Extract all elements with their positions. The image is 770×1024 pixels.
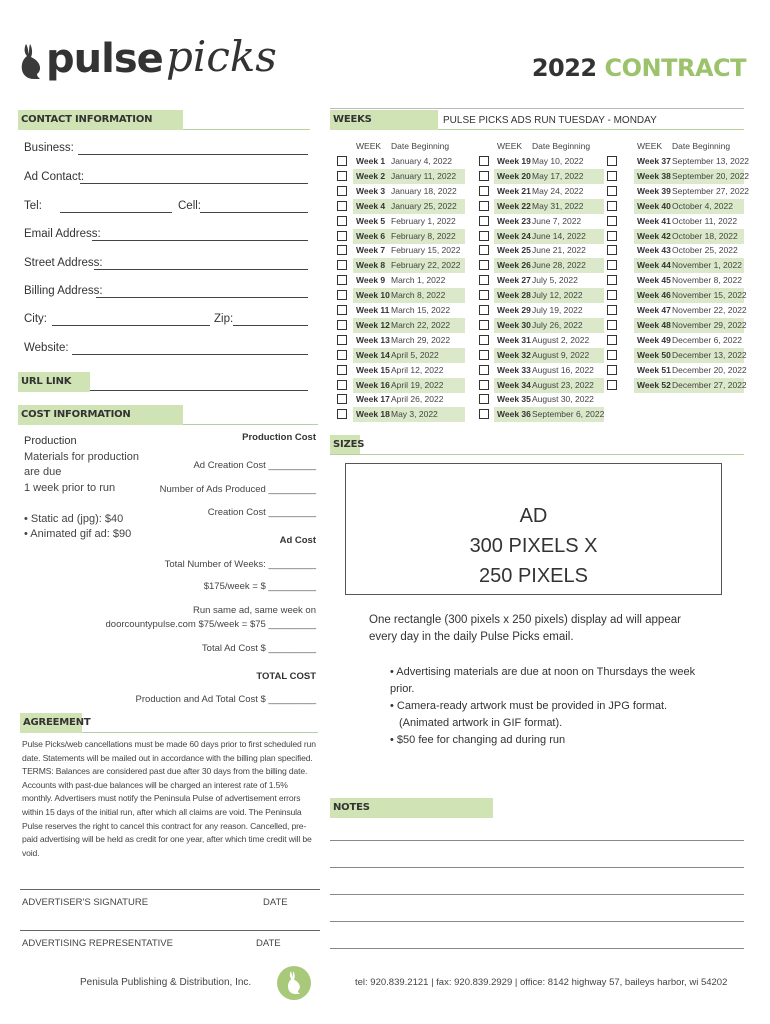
week-date: April 5, 2022: [391, 349, 439, 360]
week-number: Week 10: [356, 290, 390, 301]
advertiser-signature-field[interactable]: [20, 889, 320, 890]
week-checkbox[interactable]: [607, 335, 617, 345]
week-number: Week 30: [497, 319, 531, 330]
week-row: [0, 363, 770, 378]
week-number: Week 33: [497, 364, 531, 375]
week-number: Week 21: [497, 185, 531, 196]
week-number: Week 31: [497, 334, 531, 345]
col2-date-header: Date Beginning: [532, 141, 591, 151]
week-date: March 22, 2022: [391, 319, 451, 330]
col3-date-header: Date Beginning: [672, 141, 731, 151]
week-date: May 17, 2022: [532, 170, 584, 181]
run-same-field[interactable]: doorcountypulse.com $75/week = $75 _________: [105, 619, 316, 630]
billing-label: Billing Address:: [24, 285, 103, 297]
week-checkbox[interactable]: [607, 171, 617, 181]
week-number: Week 43: [637, 245, 671, 256]
week-row: [0, 243, 770, 258]
production-cost-heading: Production Cost: [242, 432, 316, 443]
week-number: Week 7: [356, 245, 386, 256]
email-label: Email Address:: [24, 228, 101, 240]
url-link-header: URL LINK: [18, 372, 90, 392]
website-label: Website:: [24, 342, 69, 354]
week-row: [0, 169, 770, 184]
advertiser-date-label: DATE: [263, 897, 288, 908]
week-row: [0, 288, 770, 303]
week-number: Week 13: [356, 334, 390, 345]
week-date: April 26, 2022: [391, 394, 444, 405]
rabbit-icon: [18, 42, 44, 82]
week-number: Week 18: [356, 409, 390, 420]
header-divider: [330, 108, 744, 109]
production-label: Production: [24, 435, 77, 447]
materials-line3: 1 week prior to run: [24, 482, 116, 494]
ad-cost-heading: Ad Cost: [279, 535, 316, 546]
street-label: Street Address:: [24, 257, 103, 269]
runs-note: PULSE PICKS ADS RUN TUESDAY - MONDAY: [443, 115, 657, 126]
bullet-materials-due: • Advertising materials are due at noon on Thursdays the week prior.: [390, 666, 696, 695]
weeks-section-header: WEEKS: [330, 110, 438, 130]
week-date: January 25, 2022: [391, 200, 457, 211]
week-date: August 23, 2022: [532, 379, 594, 390]
agreement-section-header: AGREEMENT: [20, 713, 82, 733]
ad-contact-label: Ad Contact:: [24, 171, 85, 183]
week-date: August 30, 2022: [532, 394, 594, 405]
week-number: Week 8: [356, 260, 386, 271]
footer-company: Penisula Publishing & Distribution, Inc.: [80, 977, 252, 988]
footer-contact: tel: 920.839.2121 | fax: 920.839.2929 | office: 8142 highway 57, baileys harbor, wi 54202: [355, 977, 728, 988]
week-number: Week 29: [497, 305, 531, 315]
week-number: Week 48: [637, 319, 671, 330]
week-date: February 8, 2022: [391, 230, 456, 241]
week-checkbox[interactable]: [607, 245, 617, 255]
week-checkbox[interactable]: [479, 394, 489, 404]
number-ads-field[interactable]: Number of Ads Produced _________: [159, 484, 316, 495]
week-number: Week 26: [497, 260, 531, 271]
week-date: May 3, 2022: [391, 409, 438, 420]
week-number: Week 46: [637, 290, 671, 301]
week-date: March 1, 2022: [391, 275, 446, 286]
week-number: Week 49: [637, 334, 671, 345]
materials-line2: are due: [24, 466, 62, 478]
week-row: [0, 154, 770, 169]
week-number: Week 41: [637, 215, 671, 226]
col2-week-header: WEEK: [497, 141, 523, 151]
week-number: Week 3: [356, 185, 386, 196]
week-number: Week 5: [356, 215, 386, 226]
week-number: Week 6: [356, 230, 386, 241]
week-number: Week 24: [497, 230, 531, 241]
week-date: December 6, 2022: [672, 334, 742, 345]
brand-name-bold: pulse: [46, 36, 163, 82]
week-date: May 31, 2022: [532, 200, 584, 211]
week-number: Week 20: [497, 170, 531, 181]
week-checkbox[interactable]: [607, 186, 617, 196]
week-date: April 19, 2022: [391, 379, 444, 390]
week-number: Week 4: [356, 200, 386, 211]
footer-logo-circle: [277, 966, 311, 1000]
contact-header-line: [183, 129, 310, 130]
week-date: July 12, 2022: [532, 290, 583, 301]
week-number: Week 37: [637, 156, 671, 166]
week-date: September 20, 2022: [672, 170, 750, 181]
bullet-change-fee: • $50 fee for changing ad during run: [390, 734, 566, 746]
week-number: Week 15: [356, 364, 390, 375]
week-date: March 15, 2022: [391, 305, 451, 315]
week-number: Week 16: [356, 379, 390, 390]
week-number: Week 39: [637, 185, 671, 196]
week-row: [0, 214, 770, 229]
week-number: Week 45: [637, 275, 671, 286]
week-number: Week 42: [637, 230, 671, 241]
notes-section-header: NOTES: [330, 798, 493, 818]
weeks-header-line: [438, 129, 744, 130]
cost-section-header: COST INFORMATION: [18, 405, 183, 425]
week-date: October 11, 2022: [672, 215, 738, 226]
week-number: Week 22: [497, 200, 531, 211]
cost-header-line: [183, 424, 318, 425]
week-date: March 29, 2022: [391, 334, 451, 345]
week-date: January 18, 2022: [391, 185, 457, 196]
run-same-line1: Run same ad, same week on: [192, 605, 316, 616]
total-cost-heading: TOTAL COST: [256, 671, 316, 682]
ad-box-line2: 300 PIXELS X: [469, 535, 598, 557]
col1-date-header: Date Beginning: [391, 141, 450, 151]
contract-word: CONTRACT: [604, 54, 746, 82]
contact-section-header: CONTACT INFORMATION: [18, 110, 183, 130]
week-row: [0, 229, 770, 244]
week-number: Week 27: [497, 275, 531, 286]
week-row: [0, 184, 770, 199]
contract-title: [532, 54, 746, 82]
week-checkbox[interactable]: [607, 365, 617, 375]
week-number: Week 9: [356, 275, 386, 286]
week-number: Week 50: [637, 349, 671, 360]
week-date: December 13, 2022: [672, 349, 747, 360]
week-number: Week 14: [356, 349, 390, 360]
week-checkbox[interactable]: [607, 156, 617, 166]
week-date: October 4, 2022: [672, 200, 733, 211]
week-date: August 9, 2022: [532, 349, 590, 360]
notes-line-1[interactable]: [330, 840, 744, 841]
week-date: June 14, 2022: [532, 230, 586, 241]
week-number: Week 32: [497, 349, 531, 360]
week-number: Week 23: [497, 215, 531, 226]
week-date: November 8, 2022: [672, 275, 742, 286]
representative-label: ADVERTISING REPRESENTATIVE: [22, 938, 173, 949]
week-checkbox[interactable]: [607, 201, 617, 211]
week-checkbox[interactable]: [607, 260, 617, 270]
week-checkbox[interactable]: [607, 305, 617, 315]
week-number: Week 38: [637, 170, 671, 181]
week-date: August 2, 2022: [532, 334, 590, 345]
week-number: Week 25: [497, 245, 531, 256]
week-number: Week 12: [356, 319, 390, 330]
week-checkbox[interactable]: [607, 380, 617, 390]
cell-label: Cell:: [178, 200, 202, 212]
week-number: Week 52: [637, 379, 671, 390]
size-description: One rectangle (300 pixels x 250 pixels) display ad will appear every day in the daily Pulse Picks email.: [369, 614, 681, 643]
week-number: Week 36: [497, 409, 531, 420]
week-date: November 29, 2022: [672, 319, 747, 330]
week-row: [0, 348, 770, 363]
ad-creation-cost-field[interactable]: Ad Creation Cost _________: [193, 460, 316, 471]
week-row: [0, 303, 770, 318]
week-date: December 20, 2022: [672, 364, 747, 375]
week-date: May 10, 2022: [532, 156, 584, 166]
week-date: October 18, 2022: [672, 230, 738, 241]
week-row: [0, 273, 770, 288]
week-date: October 25, 2022: [672, 245, 738, 256]
week-number: Week 1: [356, 156, 386, 166]
brand-name-italic: picks: [166, 32, 277, 81]
agreement-header-line: [82, 732, 318, 733]
week-date: April 12, 2022: [391, 364, 444, 375]
week-checkbox[interactable]: [607, 350, 617, 360]
week-date: July 26, 2022: [532, 319, 583, 330]
contract-year: 2022: [531, 54, 597, 82]
sizes-header-line: [330, 454, 744, 455]
week-number: Week 44: [637, 260, 671, 271]
notes-line-3[interactable]: [330, 894, 744, 895]
week-checkbox[interactable]: [607, 290, 617, 300]
week-date: November 1, 2022: [672, 260, 742, 271]
size-notes: [390, 664, 710, 749]
zip-label: Zip:: [214, 313, 234, 325]
week-number: Week 40: [637, 200, 671, 211]
representative-signature-field[interactable]: [20, 930, 320, 931]
week-number: Week 2: [356, 170, 386, 181]
week-date: November 15, 2022: [672, 290, 747, 301]
week-row: [0, 318, 770, 333]
week-number: Week 28: [497, 290, 531, 301]
notes-line-2[interactable]: [330, 867, 744, 868]
week-date: February 15, 2022: [391, 245, 461, 256]
week-date: September 13, 2022: [672, 156, 750, 166]
week-checkbox[interactable]: [607, 320, 617, 330]
week-date: November 22, 2022: [672, 305, 747, 315]
week-date: January 4, 2022: [391, 156, 452, 166]
sizes-section-header: SIZES: [330, 435, 360, 455]
col1-week-header: WEEK: [356, 141, 382, 151]
week-date: December 27, 2022: [672, 379, 747, 390]
week-number: Week 51: [637, 364, 671, 375]
total-weeks-field[interactable]: Total Number of Weeks: _________: [164, 559, 316, 570]
notes-line-4[interactable]: [330, 921, 744, 922]
week-checkbox[interactable]: [479, 409, 489, 419]
creation-cost-field[interactable]: Creation Cost _________: [207, 507, 316, 518]
representative-date-label: DATE: [256, 938, 281, 949]
week-number: Week 11: [356, 305, 390, 315]
week-date: February 1, 2022: [391, 215, 456, 226]
static-ad-price: • Static ad (jpg): $40: [24, 513, 124, 525]
animated-ad-price: • Animated gif ad: $90: [24, 528, 132, 540]
week-number: Week 34: [497, 379, 531, 390]
week-date: August 16, 2022: [532, 364, 594, 375]
agreement-text: Pulse Picks/web cancellations must be made 60 days prior to first scheduled run date. Statements will be mailed out in accordance with the billing plan specified. TERMS: Balances are considered past due after 30 days from the billing date. Accounts with past-due balances will be charged an interest rate of 1.5% monthly. Advertisers must notify the Peninsula Pulse of advertisement errors within 15 days of the initial run, after which all claims are void. The Peninsula Pulse reserves the right to cancel this contract for any reason. Cancelled, pre-paid advertising will be held as credit for one year, after which time credit will be void.: [22, 739, 316, 858]
prod-ad-total-field[interactable]: Production and Ad Total Cost $ _________: [135, 694, 316, 705]
col3-week-header: WEEK: [637, 141, 663, 151]
week-date: July 19, 2022: [532, 305, 583, 315]
week-date: September 6, 2022: [532, 409, 605, 420]
week-date: June 7, 2022: [532, 215, 582, 226]
week-number: Week 35: [497, 394, 531, 405]
materials-line1: Materials for production: [24, 451, 139, 463]
total-ad-cost-field[interactable]: Total Ad Cost $ _________: [201, 643, 316, 654]
tel-label: Tel:: [24, 200, 42, 212]
week-number: Week 47: [637, 305, 671, 315]
week-row: [0, 333, 770, 348]
rabbit-icon: [285, 970, 303, 996]
per-week-field[interactable]: $175/week = $ _________: [203, 581, 316, 592]
week-date: June 28, 2022: [532, 260, 586, 271]
week-checkbox[interactable]: [607, 231, 617, 241]
week-row: [0, 258, 770, 273]
business-label: Business:: [24, 142, 74, 154]
week-date: July 5, 2022: [532, 275, 578, 286]
week-date: January 11, 2022: [391, 170, 457, 181]
bullet-camera-ready: • Camera-ready artwork must be provided in JPG format.: [390, 700, 668, 712]
advertiser-signature-label: ADVERTISER'S SIGNATURE: [22, 897, 149, 908]
week-number: Week 19: [497, 156, 531, 166]
brand-logo: [18, 32, 308, 86]
ad-size-box: [345, 463, 722, 595]
week-checkbox[interactable]: [607, 275, 617, 285]
week-date: February 22, 2022: [391, 260, 461, 271]
notes-line-5[interactable]: [330, 948, 744, 949]
week-row: [0, 199, 770, 214]
week-checkbox[interactable]: [607, 216, 617, 226]
week-number: Week 17: [356, 394, 390, 405]
bullet-animated: (Animated artwork in GIF format).: [399, 717, 563, 729]
city-label: City:: [24, 313, 47, 325]
week-date: March 8, 2022: [391, 290, 446, 301]
week-date: May 24, 2022: [532, 185, 584, 196]
week-date: September 27, 2022: [672, 185, 750, 196]
week-date: June 21, 2022: [532, 245, 586, 256]
ad-box-line1: AD: [519, 505, 548, 527]
ad-box-line3: 250 PIXELS: [479, 565, 588, 587]
week-row: [0, 378, 770, 393]
